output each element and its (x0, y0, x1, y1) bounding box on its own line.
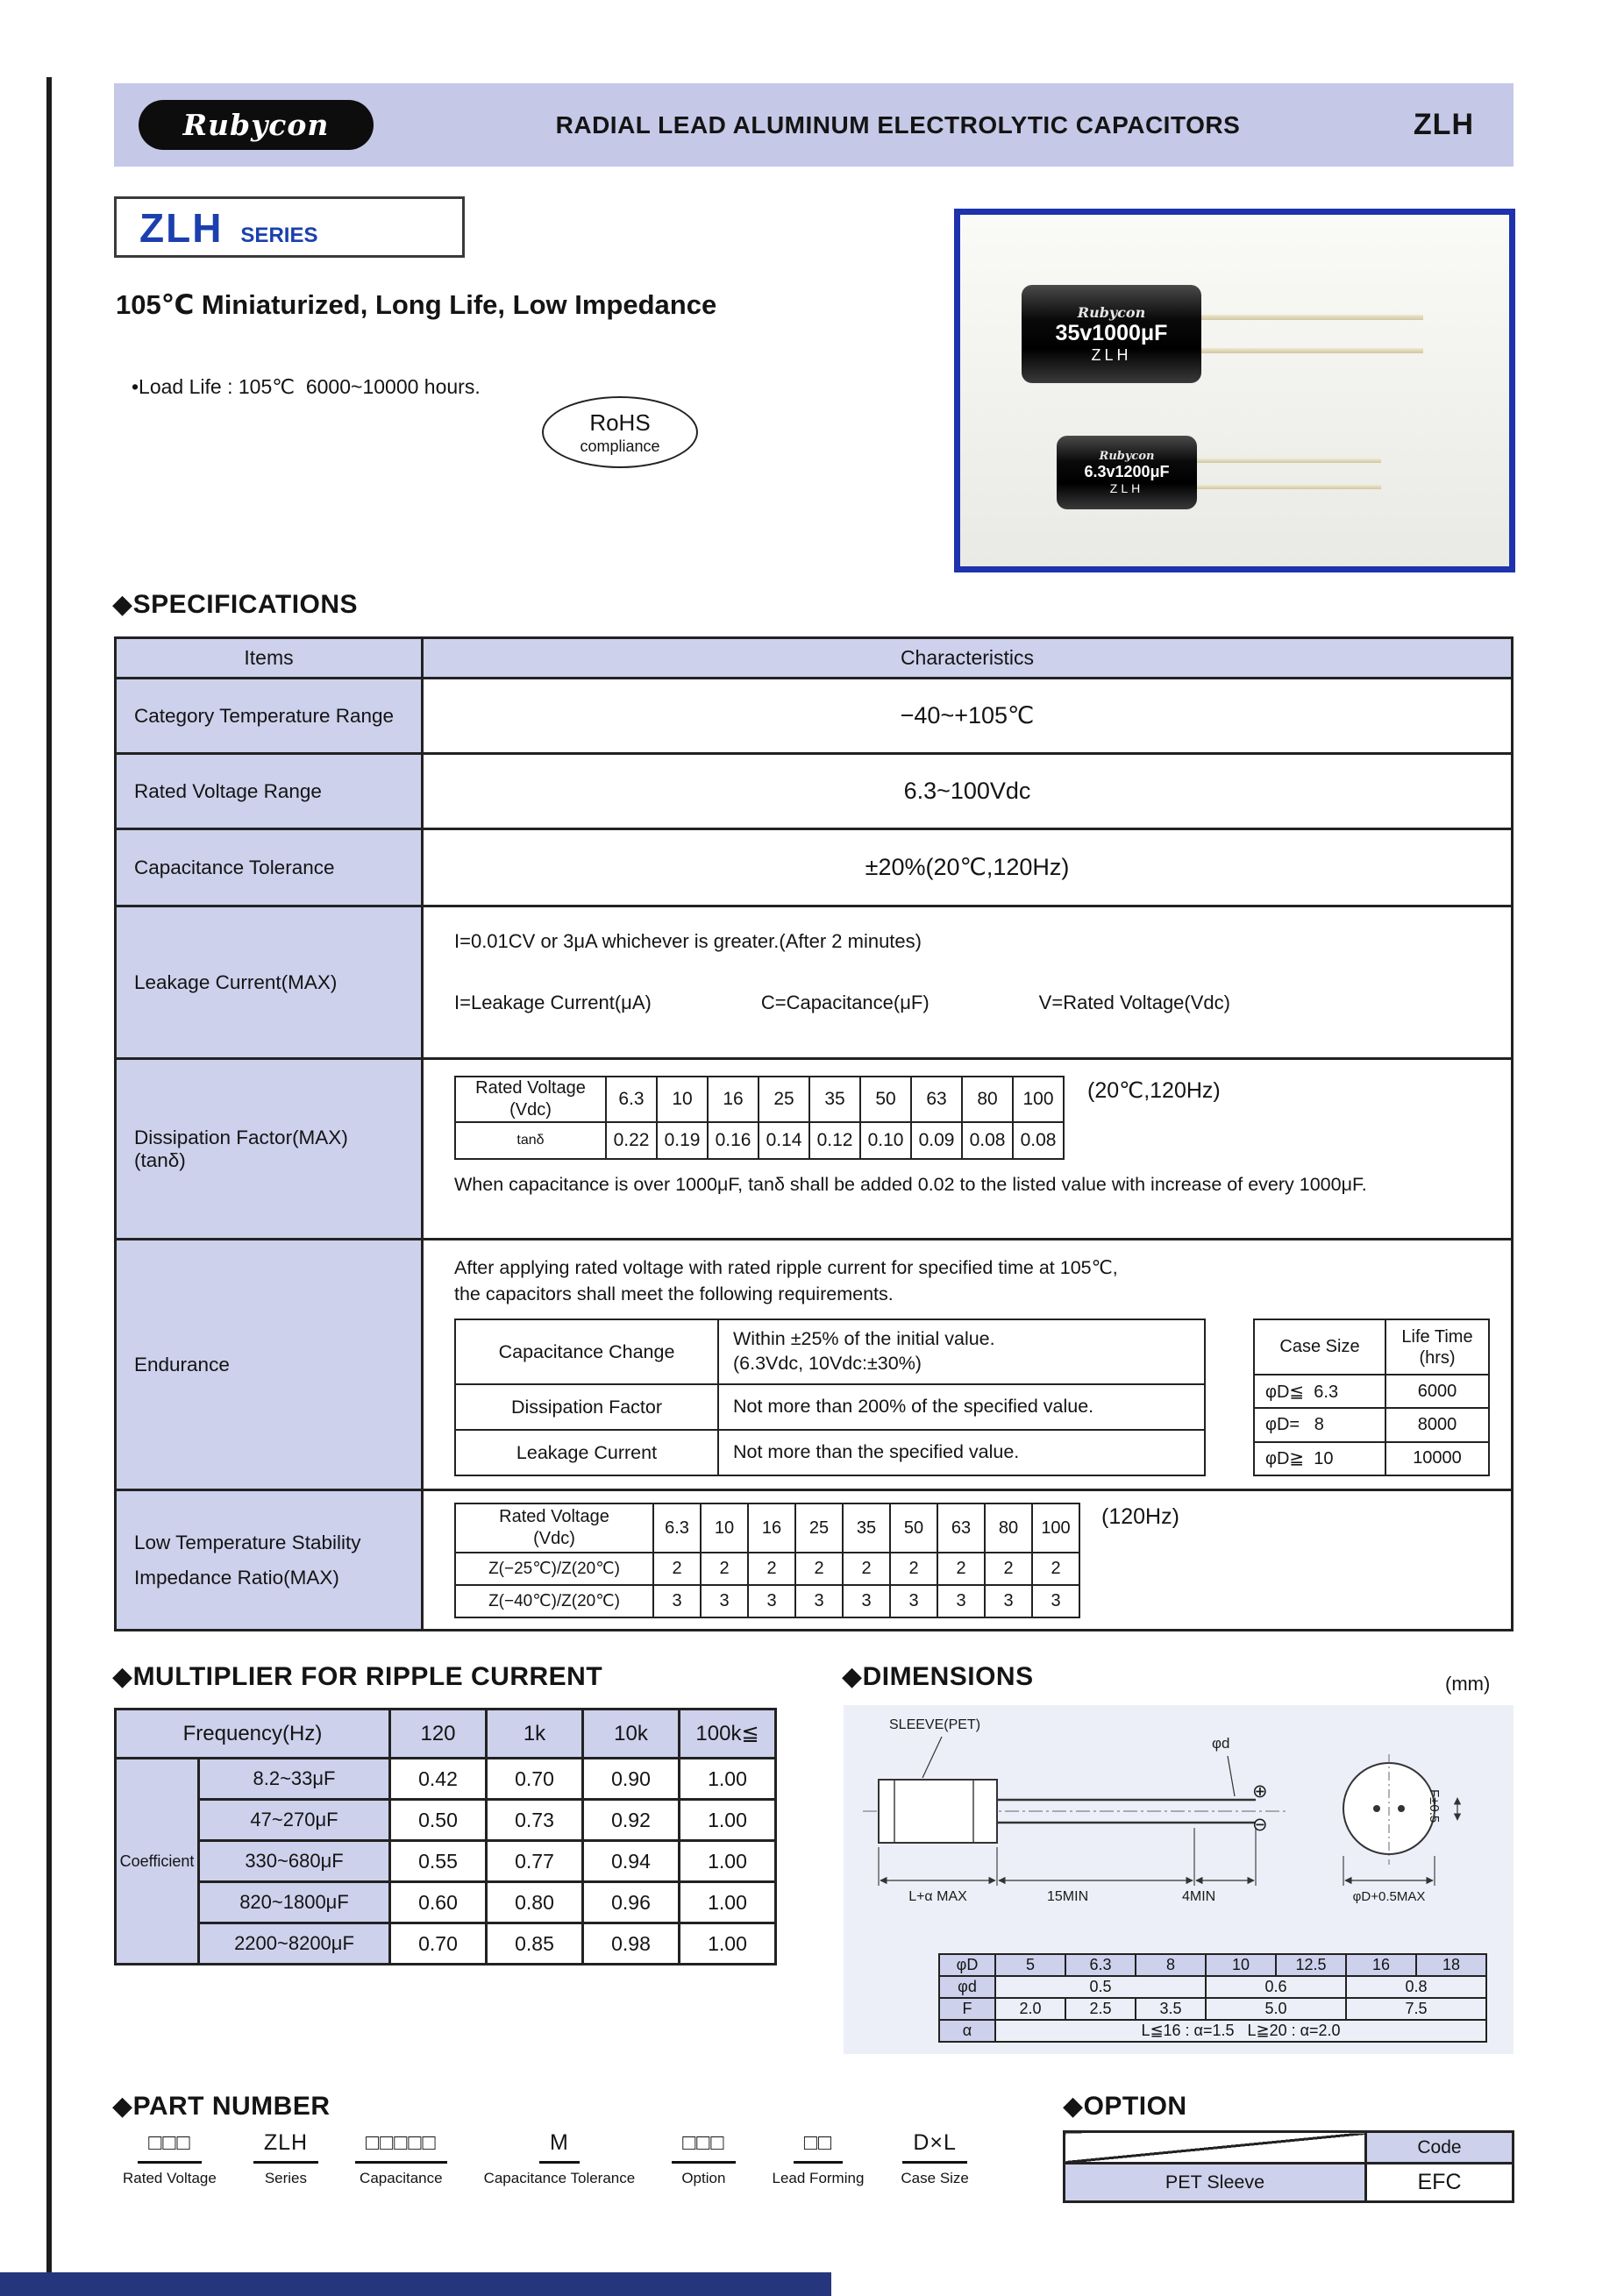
df-tan: 0.12 (809, 1122, 860, 1159)
capacitor-lead (1197, 348, 1423, 353)
multiplier-heading: ◆MULTIPLIER FOR RIPPLE CURRENT (112, 1662, 603, 1691)
dim-f-label: F (939, 1998, 995, 2020)
dim-f: 2.0 (995, 1998, 1065, 2020)
capacitor-brand-print: Rubycon (1077, 303, 1146, 321)
rohs-badge (542, 396, 698, 468)
dim-phiD: 8 (1136, 1954, 1206, 1976)
mult-value: 0.94 (583, 1841, 680, 1882)
pn-code: □□ (794, 2130, 843, 2164)
spec-value-tolerance: ±20%(20℃,120Hz) (423, 829, 1513, 906)
lt-volt: 25 (795, 1503, 843, 1553)
spec-value-rated-voltage: 6.3~100Vdc (423, 754, 1513, 829)
part-number-diagram (123, 2130, 969, 2187)
spec-value-dissipation (423, 1059, 1513, 1240)
pn-label: Capacitance (360, 2170, 443, 2186)
low-temp-label-line2: Impedance Ratio(MAX) (134, 1566, 339, 1589)
endurance-item: Dissipation Factor (455, 1384, 718, 1430)
life-hours: 8000 (1385, 1408, 1489, 1441)
mult-range: 820~1800μF (199, 1882, 390, 1923)
ripple-multiplier-table (114, 1708, 777, 1965)
mult-value: 0.77 (487, 1841, 583, 1882)
leakage-def-v: V=Rated Voltage(Vdc) (1038, 992, 1230, 1013)
spec-label-tolerance: Capacitance Tolerance (116, 829, 423, 906)
life-case-size: φD≧ 10 (1254, 1442, 1385, 1475)
tagline: 105℃ Miniaturized, Long Life, Low Impedance (116, 289, 717, 320)
endurance-intro-line2: the capacitors shall meet the following requirements. (454, 1283, 894, 1305)
capacitor-series-print: ZLH (1109, 481, 1144, 495)
leakage-formula: I=0.01CV or 3μA whichever is greater.(After 2 minutes) (454, 930, 922, 952)
lt-z25: 2 (653, 1553, 701, 1585)
leakage-definitions (454, 992, 1511, 1014)
polarity-minus-icon: ⊖ (1252, 1815, 1268, 1835)
life-time-header-line1: Life Time (1401, 1326, 1473, 1347)
spec-label-dissipation (116, 1059, 423, 1240)
lt-z40-label: Z(−40℃)/Z(20℃) (455, 1585, 653, 1617)
part-number-segment (123, 2130, 217, 2187)
mult-range: 8.2~33μF (199, 1759, 390, 1800)
lt-volt: 50 (890, 1503, 937, 1553)
spec-label-endurance: Endurance (116, 1240, 423, 1490)
lt-z40: 3 (748, 1585, 795, 1617)
lt-z40: 3 (653, 1585, 701, 1617)
page-title: RADIAL LEAD ALUMINUM ELECTROLYTIC CAPACITORS (555, 110, 1241, 139)
lead-diameter-label: φd (1212, 1735, 1230, 1752)
part-number-segment (484, 2130, 636, 2187)
dimensions-unit: (mm) (1445, 1673, 1491, 1695)
spec-value-endurance (423, 1240, 1513, 1490)
df-rated-voltage-header (455, 1077, 606, 1122)
lt-z40: 3 (937, 1585, 985, 1617)
dim-phiD: 12.5 (1276, 1954, 1346, 1976)
df-volt: 80 (962, 1077, 1013, 1122)
endurance-item: Leakage Current (455, 1430, 718, 1475)
df-footnote: When capacitance is over 1000μF, tanδ shall be added 0.02 to the listed value with increase of every 1000μF. (454, 1174, 1367, 1195)
df-tan: 0.10 (860, 1122, 911, 1159)
dimensions-table (938, 1953, 1487, 2043)
load-life-note: •Load Life : 105℃ 6000~10000 hours. (132, 375, 481, 398)
endurance-requirement-line2: (6.3Vdc, 10Vdc:±30%) (733, 1353, 922, 1375)
mult-value: 1.00 (680, 1841, 776, 1882)
capacitor-body (1057, 436, 1197, 509)
dim-f: 3.5 (1136, 1998, 1206, 2020)
mult-value: 1.00 (680, 1759, 776, 1800)
series-name: ZLH (139, 205, 224, 251)
series-banner (114, 196, 465, 258)
lt-z40: 3 (985, 1585, 1032, 1617)
endurance-requirements-table (454, 1319, 1206, 1476)
df-volt: 10 (657, 1077, 708, 1122)
mult-value: 0.70 (487, 1759, 583, 1800)
mult-col-120: 120 (390, 1710, 487, 1759)
dim-phid: 0.6 (1206, 1976, 1346, 1998)
pn-code: □□□□□ (355, 2130, 447, 2164)
spec-col-items: Items (116, 638, 423, 679)
lt-volt: 63 (937, 1503, 985, 1553)
df-volt: 100 (1013, 1077, 1064, 1122)
mult-value: 0.60 (390, 1882, 487, 1923)
mult-value: 0.92 (583, 1800, 680, 1841)
capacitor-photo-large (1022, 285, 1201, 383)
df-tan: 0.08 (962, 1122, 1013, 1159)
pn-label: Series (264, 2170, 308, 2186)
lt-volt: 16 (748, 1503, 795, 1553)
mult-col-1k: 1k (487, 1710, 583, 1759)
mult-value: 0.55 (390, 1841, 487, 1882)
mult-col-10k: 10k (583, 1710, 680, 1759)
lt-volt: 6.3 (653, 1503, 701, 1553)
mult-value: 1.00 (680, 1882, 776, 1923)
life-col-life-time (1385, 1319, 1489, 1375)
lt-z25-label: Z(−25℃)/Z(20℃) (455, 1553, 653, 1585)
length-label: L+α MAX (908, 1889, 967, 1904)
mult-value: 0.98 (583, 1923, 680, 1965)
diameter-label: φD+0.5MAX (1352, 1889, 1426, 1904)
mult-range: 47~270μF (199, 1800, 390, 1841)
mult-col-100k: 100k≦ (680, 1710, 776, 1759)
df-tan: 0.09 (911, 1122, 962, 1159)
spec-label-category-temp: Category Temperature Range (116, 679, 423, 754)
leakage-def-i: I=Leakage Current(μA) (454, 992, 652, 1013)
pn-code: □□□ (138, 2130, 201, 2164)
lead-spacing-label: F±0.5 (1427, 1789, 1442, 1823)
mult-value: 0.80 (487, 1882, 583, 1923)
capacitor-photo-small (1057, 436, 1197, 509)
part-number-segment (253, 2130, 318, 2187)
endurance-intro (454, 1255, 1493, 1307)
dim-phid-label: φd (939, 1976, 995, 1998)
brand-name: Rubycon (182, 108, 330, 142)
dim-alpha-label: α (939, 2020, 995, 2042)
part-number-heading: ◆PART NUMBER (112, 2092, 331, 2121)
dimensions-panel (844, 1705, 1514, 2054)
footer-bar (0, 2272, 831, 2296)
mult-range: 2200~8200μF (199, 1923, 390, 1965)
df-rv-line1: Rated Voltage (475, 1078, 586, 1098)
dim-f: 5.0 (1206, 1998, 1346, 2020)
part-number-segment (672, 2130, 735, 2187)
df-volt: 25 (759, 1077, 809, 1122)
lt-z40: 3 (890, 1585, 937, 1617)
df-tan: 0.22 (606, 1122, 657, 1159)
mult-coefficient-label: Coefficient (116, 1759, 199, 1965)
dim-phiD: 18 (1416, 1954, 1486, 1976)
dim-f: 7.5 (1346, 1998, 1486, 2020)
spec-value-leakage (423, 906, 1513, 1059)
lt-rated-voltage-header (455, 1503, 653, 1553)
option-row-code: EFC (1366, 2164, 1514, 2202)
lt-z25: 2 (937, 1553, 985, 1585)
part-number-segment (773, 2130, 865, 2187)
lt-z40: 3 (701, 1585, 748, 1617)
spec-label-rated-voltage: Rated Voltage Range (116, 754, 423, 829)
capacitor-rating-print: 6.3v1200μF (1084, 463, 1170, 480)
mult-col-frequency: Frequency(Hz) (116, 1710, 390, 1759)
dim-phiD: 10 (1206, 1954, 1276, 1976)
mult-value: 1.00 (680, 1923, 776, 1965)
df-volt: 16 (708, 1077, 759, 1122)
impedance-ratio-table (454, 1503, 1080, 1618)
lt-z25: 2 (701, 1553, 748, 1585)
header-series-code: ZLH (1413, 108, 1474, 141)
lt-volt: 80 (985, 1503, 1032, 1553)
dim-f: 2.5 (1065, 1998, 1136, 2020)
df-condition: (20℃,120Hz) (1087, 1078, 1221, 1103)
pn-label: Capacitance Tolerance (483, 2170, 636, 2186)
mult-value: 0.50 (390, 1800, 487, 1841)
endurance-requirement: Not more than 200% of the specified value. (718, 1384, 1205, 1430)
lt-z40: 3 (1032, 1585, 1079, 1617)
leakage-def-c: C=Capacitance(μF) (760, 992, 930, 1013)
endurance-requirement-line1: Within ±25% of the initial value. (733, 1328, 995, 1350)
lt-rv-line2: (Vdc) (533, 1529, 575, 1548)
rubycon-logo (139, 100, 374, 150)
low-temp-label-line1: Low Temperature Stability (134, 1531, 361, 1553)
life-time-table (1253, 1319, 1490, 1476)
dim-phid: 0.5 (995, 1976, 1206, 1998)
endurance-intro-line1: After applying rated voltage with rated ripple current for specified time at 105℃, (454, 1257, 1118, 1278)
capacitor-body (1022, 285, 1201, 383)
df-volt: 63 (911, 1077, 962, 1122)
df-tan: 0.14 (759, 1122, 809, 1159)
endurance-requirement (718, 1319, 1205, 1384)
endurance-item: Capacitance Change (455, 1319, 718, 1384)
lt-rv-line1: Rated Voltage (499, 1507, 609, 1526)
part-number-segment (355, 2130, 447, 2187)
lt-condition: (120Hz) (1101, 1504, 1179, 1529)
lt-z25: 2 (795, 1553, 843, 1585)
capacitor-brand-print: Rubycon (1099, 450, 1155, 463)
capacitor-lead (1197, 315, 1423, 320)
option-col-code: Code (1366, 2132, 1514, 2164)
option-diagonal-cell (1065, 2132, 1366, 2164)
pn-label: Lead Forming (772, 2170, 865, 2186)
lt-z40: 3 (795, 1585, 843, 1617)
df-volt: 35 (809, 1077, 860, 1122)
life-case-size: φD= 8 (1254, 1408, 1385, 1441)
part-number-segment (901, 2130, 968, 2187)
df-rv-line2: (Vdc) (509, 1100, 552, 1120)
spec-value-low-temp (423, 1490, 1513, 1631)
pn-code: M (539, 2130, 580, 2164)
dissipation-label-line2: (tanδ) (134, 1148, 186, 1171)
pn-label: Rated Voltage (123, 2170, 217, 2186)
dissipation-table (454, 1076, 1065, 1160)
lt-z25: 2 (985, 1553, 1032, 1585)
dim-phiD: 5 (995, 1954, 1065, 1976)
endurance-requirement: Not more than the specified value. (718, 1430, 1205, 1475)
mult-value: 1.00 (680, 1800, 776, 1841)
capacitor-rating-print: 35v1000μF (1055, 320, 1168, 345)
option-row-label: PET Sleeve (1065, 2164, 1366, 2202)
mult-value: 0.70 (390, 1923, 487, 1965)
dim-alpha-rule: L≦16 : α=1.5 L≧20 : α=2.0 (995, 2020, 1486, 2042)
dim-phiD-label: φD (939, 1954, 995, 1976)
dim-phiD: 16 (1346, 1954, 1416, 1976)
dimension-diagram (844, 1705, 1514, 1951)
lt-z25: 2 (890, 1553, 937, 1585)
lt-z25: 2 (1032, 1553, 1079, 1585)
option-heading: ◆OPTION (1063, 2092, 1187, 2121)
life-case-size: φD≦ 6.3 (1254, 1375, 1385, 1408)
df-volt: 6.3 (606, 1077, 657, 1122)
mult-value: 0.96 (583, 1882, 680, 1923)
capacitor-lead (1193, 485, 1381, 489)
life-time-header-line2: (hrs) (1419, 1347, 1456, 1368)
lt-z25: 2 (843, 1553, 890, 1585)
spec-value-category-temp: −40~+105℃ (423, 679, 1513, 754)
mult-value: 0.85 (487, 1923, 583, 1965)
header-bar (114, 83, 1514, 167)
product-photo (954, 209, 1515, 572)
page-edge-rule (46, 77, 52, 2272)
mult-value: 0.73 (487, 1800, 583, 1841)
sleeve-label: SLEEVE(PET) (889, 1717, 981, 1732)
df-tan: 0.16 (708, 1122, 759, 1159)
specifications-table (114, 636, 1514, 1631)
df-volt: 50 (860, 1077, 911, 1122)
pn-code: □□□ (672, 2130, 735, 2164)
capacitor-lead (1193, 458, 1381, 463)
df-tan: 0.19 (657, 1122, 708, 1159)
lt-volt: 35 (843, 1503, 890, 1553)
lt-z25: 2 (748, 1553, 795, 1585)
specifications-heading: ◆SPECIFICATIONS (112, 590, 359, 619)
pn-code: ZLH (253, 2130, 318, 2164)
spec-label-low-temp (116, 1490, 423, 1631)
dissipation-label-line1: Dissipation Factor(MAX) (134, 1126, 348, 1148)
life-hours: 6000 (1385, 1375, 1489, 1408)
lt-z40: 3 (843, 1585, 890, 1617)
pn-label: Case Size (901, 2170, 969, 2186)
rohs-sublabel: compliance (580, 437, 660, 455)
series-suffix: SERIES (240, 224, 318, 247)
df-tan-label: tanδ (455, 1122, 606, 1159)
life-col-case-size: Case Size (1254, 1319, 1385, 1375)
mult-value: 0.90 (583, 1759, 680, 1800)
pn-label: Option (681, 2170, 726, 2186)
lt-volt: 10 (701, 1503, 748, 1553)
polarity-plus-icon: ⊕ (1252, 1781, 1268, 1802)
lead-tip-label: 4MIN (1182, 1889, 1216, 1904)
dim-phid: 0.8 (1346, 1976, 1486, 1998)
option-table (1063, 2130, 1514, 2203)
pn-code: D×L (902, 2130, 967, 2164)
capacitor-series-print: ZLH (1091, 345, 1132, 364)
life-hours: 10000 (1385, 1442, 1489, 1475)
dim-phiD: 6.3 (1065, 1954, 1136, 1976)
dimensions-heading: ◆DIMENSIONS (842, 1662, 1034, 1691)
spec-col-characteristics: Characteristics (423, 638, 1513, 679)
spec-label-leakage: Leakage Current(MAX) (116, 906, 423, 1059)
lead-length-label: 15MIN (1047, 1889, 1089, 1904)
df-tan: 0.08 (1013, 1122, 1064, 1159)
rohs-label: RoHS (589, 409, 651, 436)
mult-value: 0.42 (390, 1759, 487, 1800)
lt-volt: 100 (1032, 1503, 1079, 1553)
mult-range: 330~680μF (199, 1841, 390, 1882)
